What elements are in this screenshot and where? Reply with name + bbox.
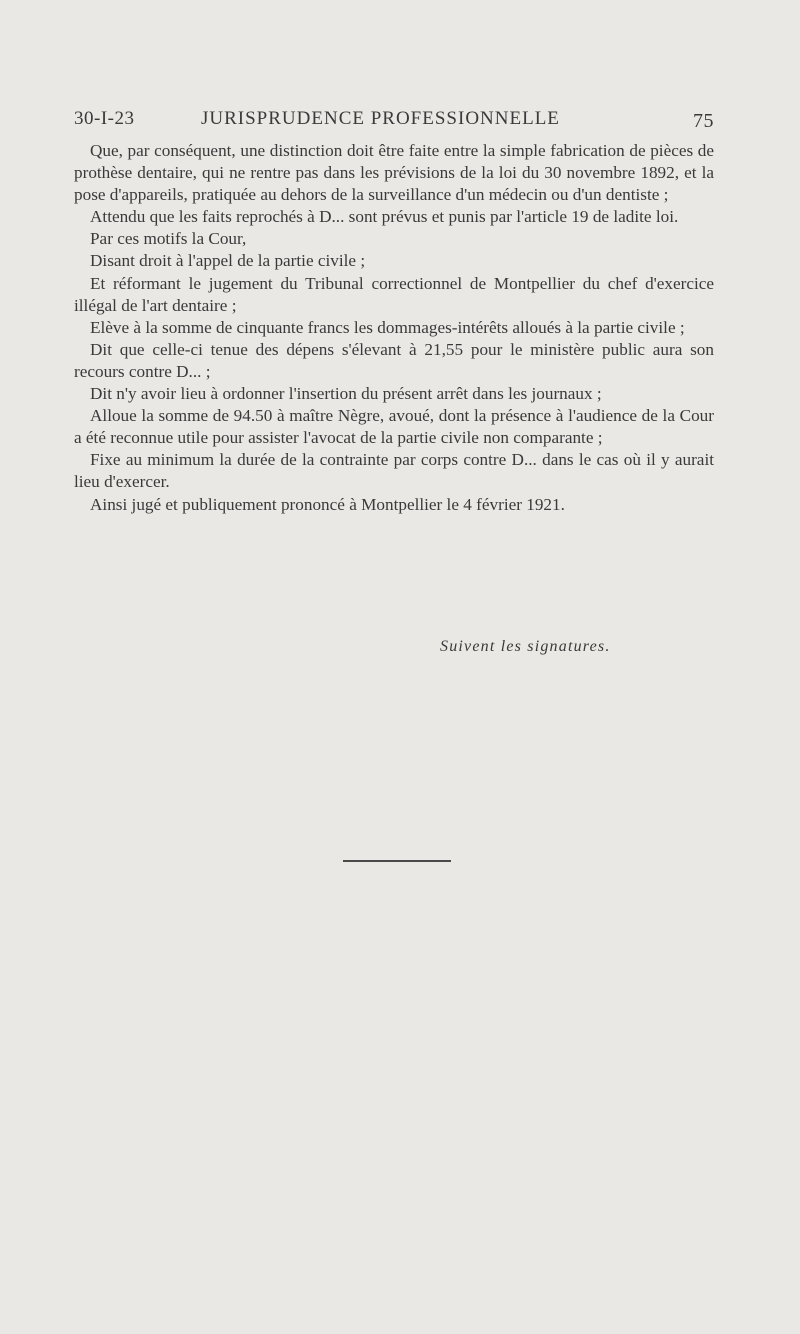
page-header <box>74 104 714 134</box>
paragraph: Alloue la somme de 94.50 à maître Nègre, avoué, dont la présence à l'audience de la Cour a été reconnue utile pour assister l'avocat de la partie civile non comparante ; <box>74 406 714 448</box>
paragraph: Elève à la somme de cinquante francs les dommages-intérêts alloués à la partie civile ; <box>90 317 685 337</box>
signature-line: Suivent les signatures. <box>440 638 611 655</box>
paragraph: Dit n'y avoir lieu à ordonner l'insertion du présent arrêt dans les journaux ; <box>90 384 602 404</box>
paragraph: Fixe au minimum la durée de la contrainte par corps contre D... dans le cas où il y aurait lieu d'exercer. <box>74 450 714 492</box>
section-divider <box>343 860 451 862</box>
paragraph: Disant droit à l'appel de la partie civile ; <box>90 251 366 271</box>
page-number: 75 <box>693 110 714 132</box>
running-title: JURISPRUDENCE PROFESSIONNELLE <box>201 108 560 129</box>
paragraph: Par ces motifs la Cour, <box>90 229 247 249</box>
paragraph: Ainsi jugé et publiquement prononcé à Montpellier le 4 février 1921. <box>90 494 565 514</box>
paragraph: Dit que celle-ci tenue des dépens s'élevant à 21,55 pour le ministère public aura son recours contre D... ; <box>74 339 714 381</box>
paragraph: Attendu que les faits reprochés à D... sont prévus et punis par l'article 19 de ladite loi. <box>90 207 679 227</box>
paragraph: Et réformant le jugement du Tribunal correctionnel de Montpellier du chef d'exercice illégal de l'art dentaire ; <box>74 273 714 315</box>
paragraph: Que, par conséquent, une distinction doit être faite entre la simple fabrication de pièces de prothèse dentaire, qui ne rentre pas dans les prévisions de la loi du 30 novembre 1892, et la pose d'appareils, pratiquée au dehors de la surveillance d'un médecin ou d'un dentiste ; <box>74 141 714 205</box>
document-body <box>74 140 714 516</box>
folio-reference: 30-I-23 <box>74 108 135 129</box>
